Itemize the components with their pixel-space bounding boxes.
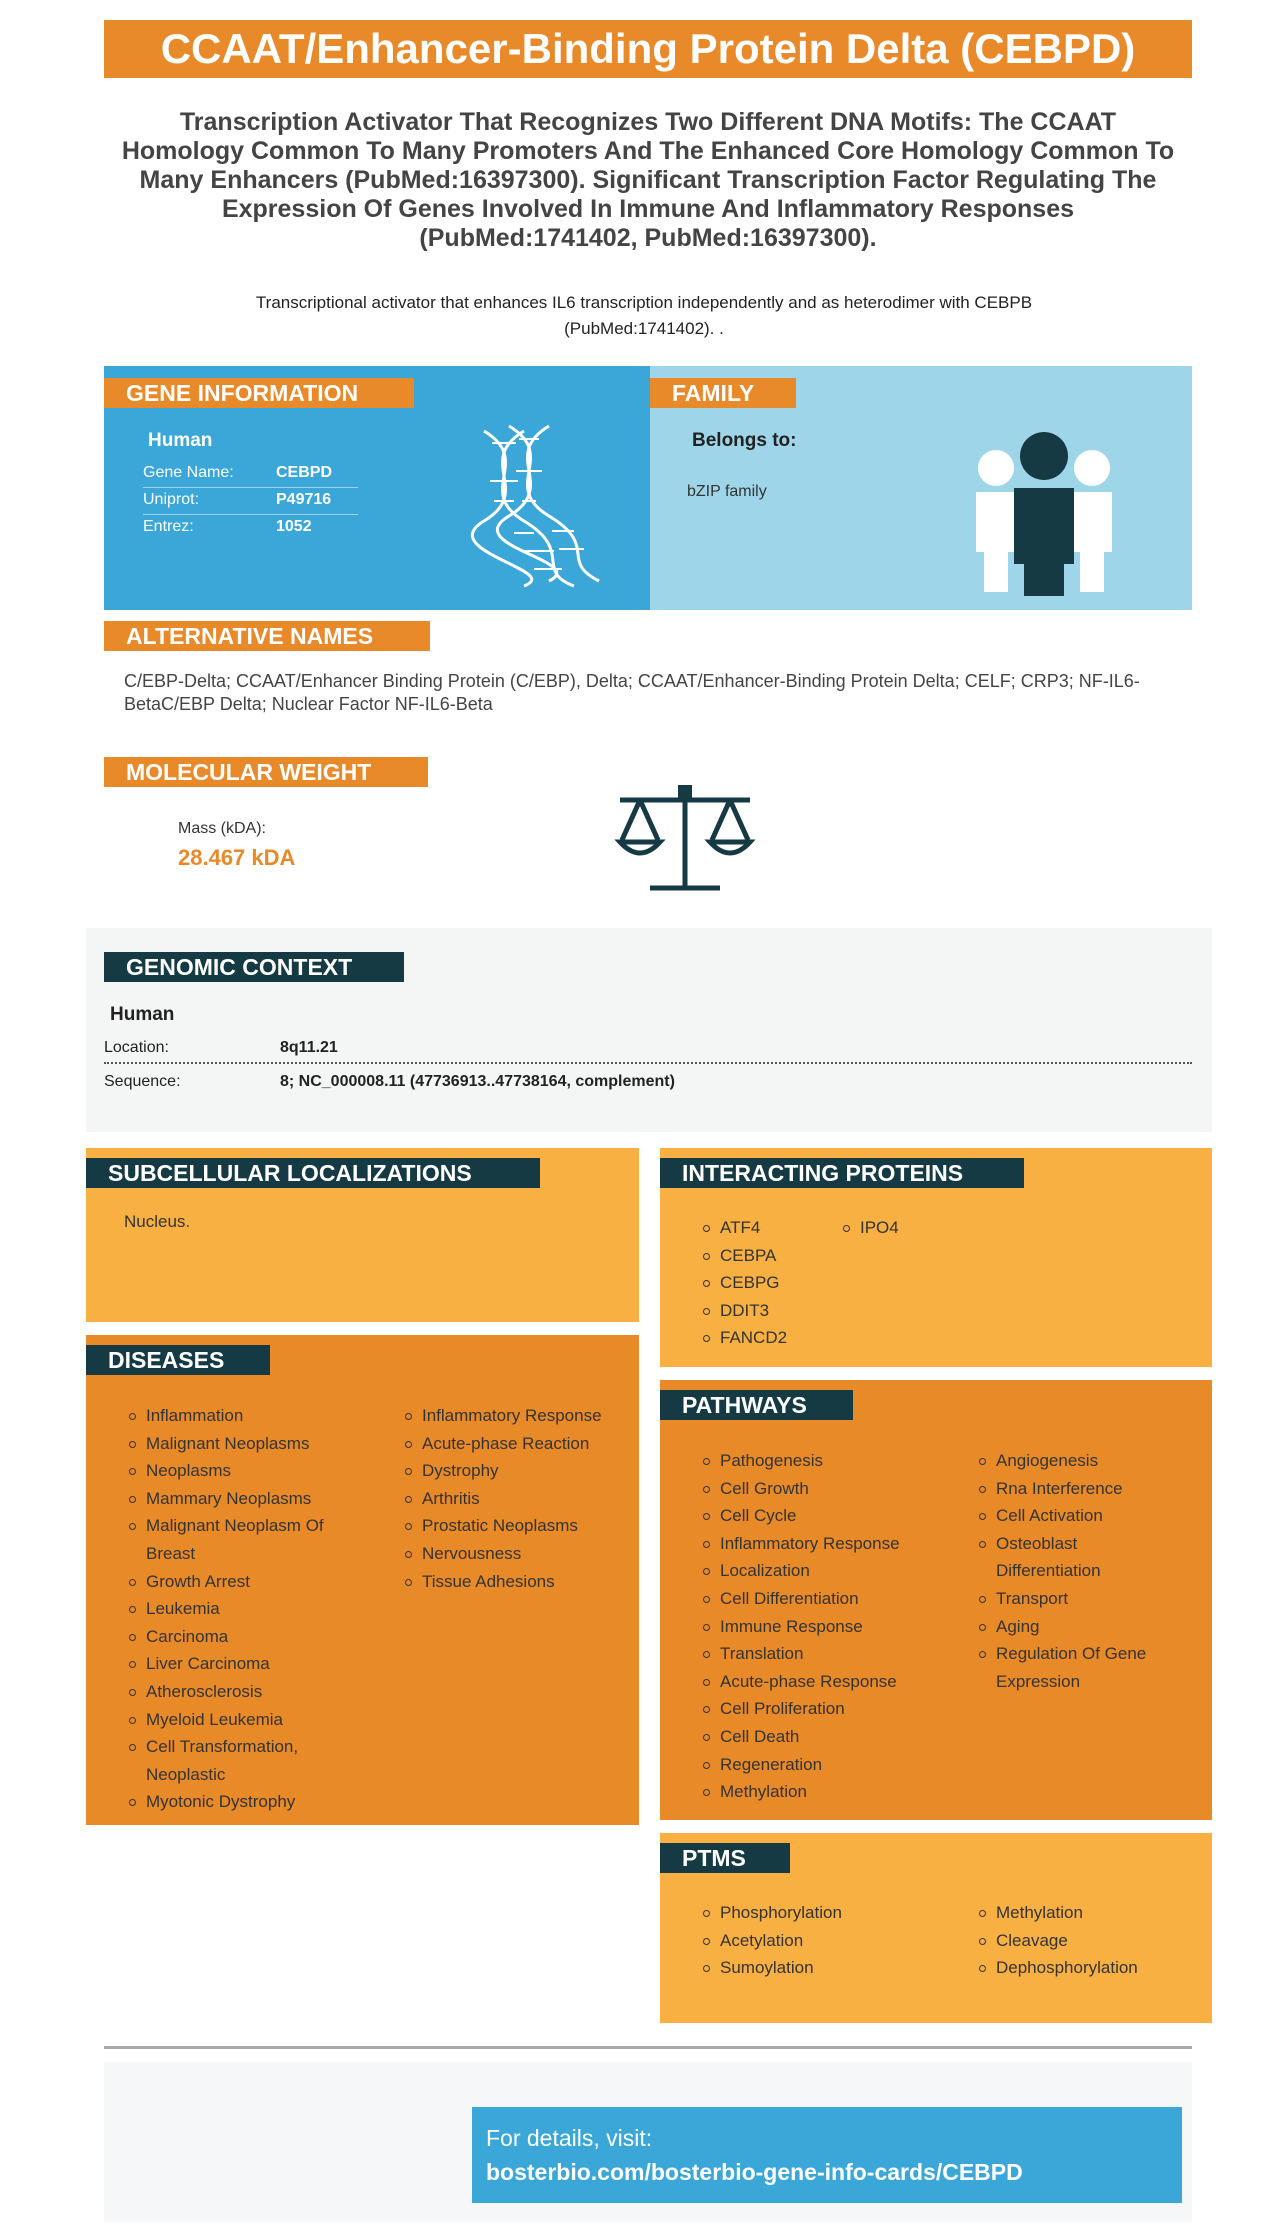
list-item: Regulation Of Gene Expression [976, 1640, 1186, 1695]
list-item: Prostatic Neoplasms [402, 1512, 632, 1540]
list-item: Myotonic Dystrophy [126, 1788, 356, 1816]
list-item: Leukemia [126, 1595, 356, 1623]
subcellular-label: SUBCELLULAR LOCALIZATIONS [86, 1158, 540, 1188]
interacting-list-1 [700, 1214, 840, 1352]
diseases-section [86, 1335, 639, 1825]
list-item: Angiogenesis [976, 1447, 1186, 1475]
ptms-label: PTMS [660, 1843, 790, 1873]
list-item: Rna Interference [976, 1475, 1186, 1503]
location-row [104, 1036, 1192, 1064]
diseases-label: DISEASES [86, 1345, 270, 1375]
gene-info-label: GENE INFORMATION [104, 378, 414, 408]
list-item: Neoplasms [126, 1457, 356, 1485]
interacting-section [660, 1148, 1212, 1367]
list-item: Tissue Adhesions [402, 1568, 632, 1596]
sequence-label: Sequence: [104, 1073, 181, 1090]
list-item: CEBPA [700, 1242, 840, 1270]
details-link-box[interactable] [472, 2107, 1182, 2203]
list-item: Cell Proliferation [700, 1695, 960, 1723]
people-icon [968, 426, 1120, 596]
list-item: Inflammation [126, 1402, 356, 1430]
list-item: Pathogenesis [700, 1447, 960, 1475]
list-item: Cell Growth [700, 1475, 960, 1503]
list-item: Aging [976, 1613, 1186, 1641]
gene-info-section [104, 366, 650, 610]
list-item: Phosphorylation [700, 1899, 960, 1927]
interacting-label: INTERACTING PROTEINS [660, 1158, 1024, 1188]
list-item: Cell Cycle [700, 1502, 960, 1530]
list-item: Arthritis [402, 1485, 632, 1513]
mass-label: Mass (kDA): [178, 820, 266, 837]
footer-divider [104, 2046, 1192, 2049]
list-item: FANCD2 [700, 1324, 840, 1352]
list-item: Acetylation [700, 1927, 960, 1955]
genomic-label: GENOMIC CONTEXT [104, 952, 404, 982]
family-value: bZIP family [687, 483, 767, 500]
list-item: Nervousness [402, 1540, 632, 1568]
ptms-section [660, 1833, 1212, 2023]
list-item: Cell Transformation, Neoplastic [126, 1733, 356, 1788]
list-item: CEBPG [700, 1269, 840, 1297]
list-item: Inflammatory Response [700, 1530, 960, 1558]
gene-name-row [143, 464, 358, 488]
mol-weight-label: MOLECULAR WEIGHT [104, 757, 428, 787]
family-label: FAMILY [650, 378, 796, 408]
list-item: DDIT3 [700, 1297, 840, 1325]
list-item: Sumoylation [700, 1954, 960, 1982]
scale-icon [610, 780, 760, 900]
diseases-list-1 [126, 1402, 356, 1816]
dna-icon [464, 421, 614, 591]
alt-names-text: C/EBP-Delta; CCAAT/Enhancer Binding Protein (C/EBP), Delta; CCAAT/Enhancer-Binding Protein Delta; CELF; CRP3; NF-IL6-BetaC/EBP Delta; Nuclear Factor NF-IL6-Beta [124, 671, 1140, 714]
list-item: Immune Response [700, 1613, 960, 1641]
list-item: Malignant Neoplasm Of Breast [126, 1512, 356, 1567]
list-item: Cleavage [976, 1927, 1186, 1955]
location-label: Location: [104, 1039, 169, 1056]
list-item: Acute-phase Response [700, 1668, 960, 1696]
family-section [650, 366, 1192, 610]
alt-names-label: ALTERNATIVE NAMES [104, 621, 430, 651]
sequence-row [104, 1070, 1192, 1096]
entrez-label: Entrez: [143, 518, 194, 535]
ptms-list-2 [976, 1899, 1186, 1982]
list-item: Dystrophy [402, 1457, 632, 1485]
list-item: Acute-phase Reaction [402, 1430, 632, 1458]
list-item: Cell Death [700, 1723, 960, 1751]
list-item: ATF4 [700, 1214, 840, 1242]
family-belongs-label: Belongs to: [692, 430, 797, 451]
gene-name-value: CEBPD [276, 464, 333, 481]
list-item: Growth Arrest [126, 1568, 356, 1596]
list-item: Translation [700, 1640, 960, 1668]
list-item: Methylation [700, 1778, 960, 1806]
description-text: Transcriptional activator that enhances IL6 transcription independently and as heterodimer with CEBPB (PubMed:1741402). . [255, 293, 1033, 338]
list-item: Liver Carcinoma [126, 1650, 356, 1678]
uniprot-value: P49716 [276, 491, 332, 508]
list-item: Mammary Neoplasms [126, 1485, 356, 1513]
list-item: Osteoblast Differentiation [976, 1530, 1186, 1585]
pathways-label: PATHWAYS [660, 1390, 853, 1420]
list-item: Methylation [976, 1899, 1186, 1927]
list-item: Carcinoma [126, 1623, 356, 1651]
list-item: Regeneration [700, 1751, 960, 1779]
summary-text: Transcription Activator That Recognizes Two Different DNA Motifs: The CCAAT Homology Common To Many Promoters And The Enhanced Core Homology Common To Many Enhancers (PubMed:16397300). Significant Transcription Factor Regulating The Expression Of Genes Involved In Immune And Inflammatory Responses (PubMed:1741402, PubMed:16397300). [121, 108, 1175, 252]
pathways-section [660, 1380, 1212, 1820]
pathways-list-1 [700, 1447, 960, 1806]
gene-name-label: Gene Name: [143, 464, 234, 481]
pathways-list-2 [976, 1447, 1186, 1695]
list-item: Inflammatory Response [402, 1402, 632, 1430]
gene-species: Human [148, 430, 213, 451]
ptms-list-1 [700, 1899, 960, 1982]
entrez-row [143, 518, 358, 542]
list-item: IPO4 [840, 1214, 980, 1242]
uniprot-label: Uniprot: [143, 491, 200, 508]
interacting-list-2 [840, 1214, 980, 1242]
list-item: Cell Differentiation [700, 1585, 960, 1613]
diseases-list-2 [402, 1402, 632, 1595]
page-title: CCAAT/Enhancer-Binding Protein Delta (CEBPD) [104, 20, 1192, 78]
sequence-value: 8; NC_000008.11 (47736913..47738164, complement) [280, 1073, 675, 1090]
details-url-link[interactable]: bosterbio.com/bosterbio-gene-info-cards/CEBPD [486, 2159, 1023, 2185]
subcellular-section [86, 1148, 639, 1322]
list-item: Localization [700, 1557, 960, 1585]
details-line-1: For details, visit: [486, 2125, 653, 2151]
genomic-section [86, 928, 1212, 1132]
list-item: Transport [976, 1585, 1186, 1613]
mass-value: 28.467 kDA [178, 845, 296, 870]
genomic-species: Human [110, 1004, 175, 1025]
subcellular-text: Nucleus. [124, 1212, 191, 1231]
list-item: Atherosclerosis [126, 1678, 356, 1706]
list-item: Cell Activation [976, 1502, 1186, 1530]
location-value: 8q11.21 [280, 1039, 338, 1056]
entrez-value: 1052 [276, 518, 312, 535]
list-item: Myeloid Leukemia [126, 1706, 356, 1734]
uniprot-row [143, 491, 358, 515]
list-item: Malignant Neoplasms [126, 1430, 356, 1458]
list-item: Dephosphorylation [976, 1954, 1186, 1982]
